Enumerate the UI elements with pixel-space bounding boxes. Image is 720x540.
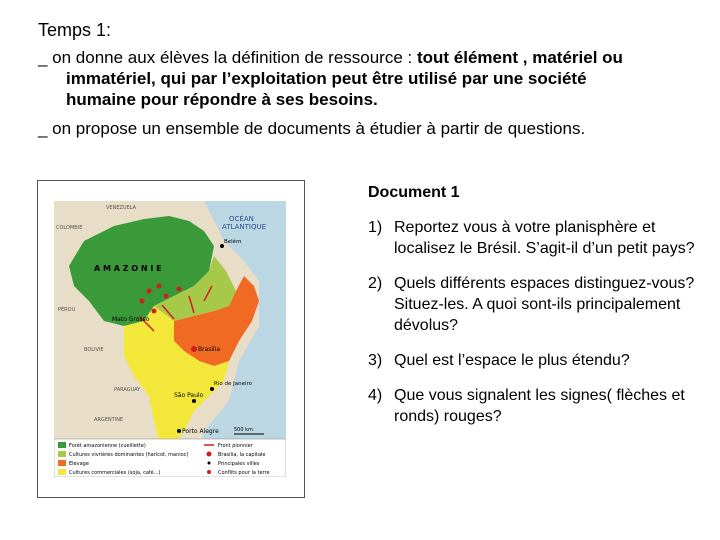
map-label-belem: Belém [224,239,242,245]
question-text: Quel est l’espace le plus étendu? [394,352,630,369]
map-label-bolivie: BOLIVIE [84,347,104,353]
map-label-sao-paulo: São Paulo [174,392,204,399]
map-label-argentine: ARGENTINE [94,417,124,423]
legend-item-conflits: Conflits pour la terre [218,470,270,476]
legend-item-commerciales: Cultures commerciales (soja, café...) [69,470,161,476]
legend-item-villes: Principales villes [218,461,260,467]
legend-item-brasilia: Brasilia, la capitale [218,452,266,458]
intro-line1-prefix: _ on donne aux élèves la définition de ressource : [38,48,417,67]
intro-definition [38,47,623,110]
map-drawing [54,201,286,477]
brazil-map [54,201,286,477]
legend-item-elevage: Elevage [69,461,89,467]
question-item [368,273,698,336]
intro-line1-bold: tout élément , matériel ou [416,48,623,67]
map-label-perou: PÉROU [58,307,76,313]
map-label-rio: Rio de Janeiro [214,381,252,387]
map-label-ocean: OCÉAN [229,215,254,223]
map-label-mato-grosso: Mato Grosso [112,316,150,323]
question-text: Reportez vous à votre planisphère et localisez le Brésil. S’agit-il d’un petit pays? [394,219,695,257]
question-number: 4) [368,387,383,404]
page-heading: Temps 1: [38,20,112,40]
question-item [368,217,698,259]
map-label-amazonie: A M A Z O N I E [94,264,162,273]
question-text: Que vous signalent les signes( flèches et ronds) rouges? [394,387,685,425]
question-number: 1) [368,219,383,236]
question-number: 3) [368,352,383,369]
legend-item-front: Front pionnier [218,443,253,449]
map-label-colombie: COLOMBIE [56,225,83,231]
brazil-map-figure [37,180,305,498]
question-text: Quels différents espaces distinguez-vous? Situez-les. A quoi sont-ils principalement dévolus? [394,275,695,334]
legend-item-vivrieres: Cultures vivrières dominantes (haricot, manioc) [69,452,189,458]
question-item [368,385,698,427]
map-label-brasilia: Brasilia [198,346,221,353]
question-item [368,350,698,371]
map-label-venezuela: VENEZUELA [106,205,137,211]
document-questions [368,182,698,441]
map-label-scale: 500 km [234,427,253,433]
document-title: Document 1 [368,184,460,201]
intro-line3: humaine pour répondre à ses besoins. [66,90,378,109]
intro-line4: _ on propose un ensemble de documents à étudier à partir de questions. [38,119,586,138]
map-label-porto-alegre: Porto Alegre [182,428,219,435]
legend-item-forest: Forêt amazonienne (cueillette) [69,443,146,449]
question-number: 2) [368,275,383,292]
map-label-paraguay: PARAGUAY [114,387,141,393]
map-label-ocean2: ATLANTIQUE [222,223,267,231]
intro-line2: immatériel, qui par l’exploitation peut être utilisé par une société [66,69,587,88]
